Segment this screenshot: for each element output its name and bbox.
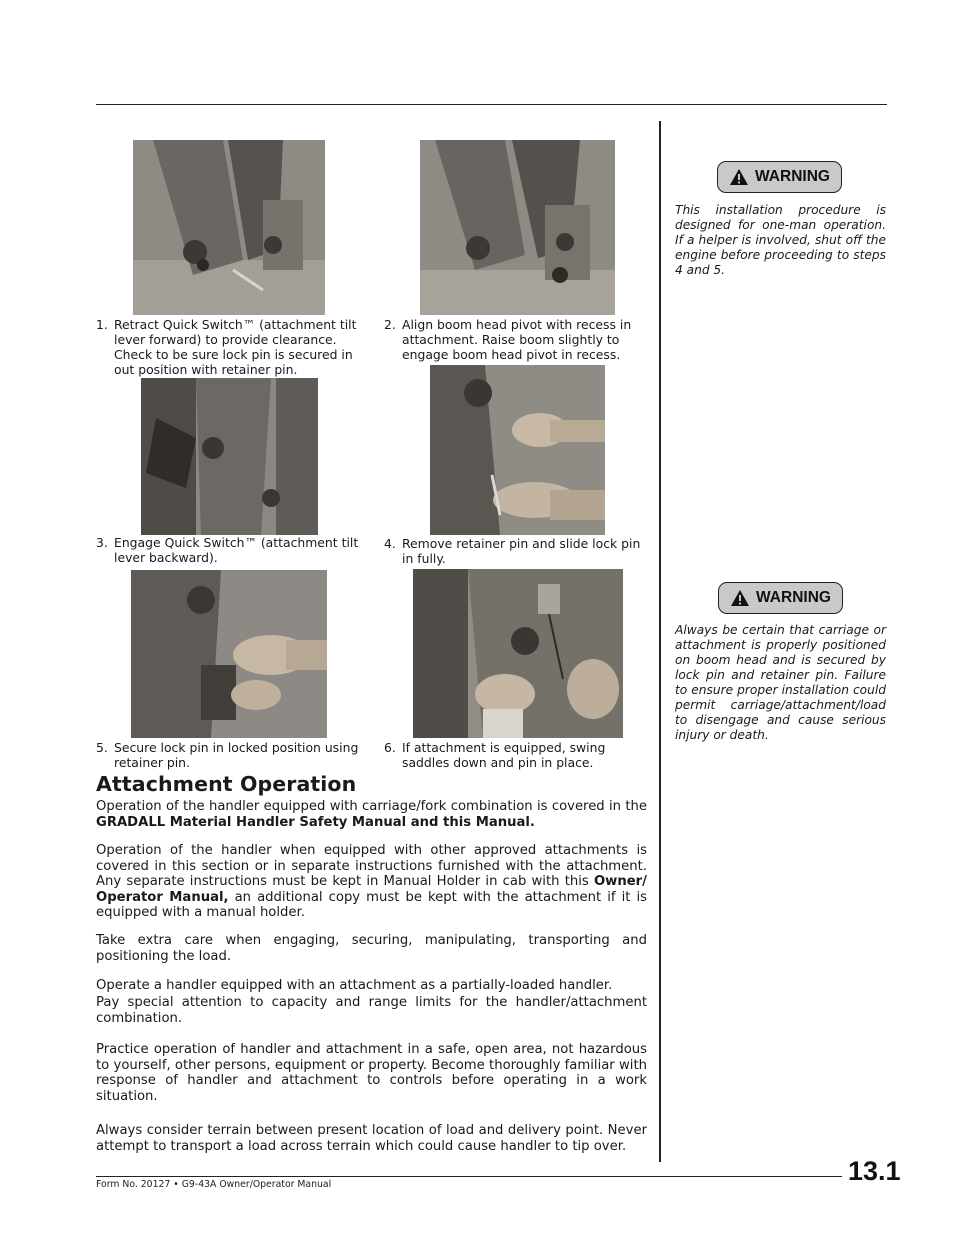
paragraph-5: Practice operation of handler and attachment in a safe, open area, not hazardous to yourself, other persons, equipment or property. Become thoroughly familiar with response of handler and attachment to controls before operating in a work situation. <box>96 1042 647 1104</box>
paragraph-text: an additional copy must be kept with the attachment if it is equipped with a manual holder. <box>96 889 647 920</box>
page-number: 13.1 <box>848 1156 901 1186</box>
warning-text: This installation procedure is designed for one-man operation. If a helper is involved, shut off the engine before proceeding to steps 4 and 5. <box>675 203 886 277</box>
step-6-photo <box>413 569 623 738</box>
step-6-caption <box>384 740 644 770</box>
step-number: 1. <box>96 317 108 332</box>
step-number: 4. <box>384 536 396 551</box>
footer-rule <box>96 1176 842 1177</box>
paragraph-6: Always consider terrain between present location of load and delivery point. Never attempt to transport a load across terrain which could cause handler to tip over. <box>96 1123 647 1154</box>
step-2-caption <box>384 317 644 362</box>
paragraph-text: Operation of the handler when equipped with other approved attachments is covered in this section or in separate instructions furnished with the attachment. Any separate instructions must be kept in Manual Holder in cab with this <box>96 843 647 889</box>
warning-text: Always be certain that carriage or attachment is properly positioned on boom head and is secured by lock pin and retainer pin. Failure to ensure proper installation could permit carriage/attachment/load to disengage and cause serious injury or death. <box>675 623 886 742</box>
warning-triangle-icon <box>730 589 750 607</box>
paragraph-bold-text: Owner/ Operator Manual, <box>96 874 647 905</box>
step-text: If attachment is equipped, swing saddles down and pin in place. <box>402 740 606 770</box>
step-text: Secure lock pin in locked position using retainer pin. <box>114 740 359 770</box>
step-number: 5. <box>96 740 108 755</box>
step-number: 6. <box>384 740 396 755</box>
warning-badge <box>718 582 843 614</box>
paragraph-bold-text: GRADALL Material Handler Safety Manual and this Manual. <box>96 814 535 830</box>
column-divider <box>659 121 661 1162</box>
paragraph-3: Take extra care when engaging, securing, manipulating, transporting and positioning the load. <box>96 933 647 964</box>
section-title: Attachment Operation <box>96 772 357 796</box>
step-text: Align boom head pivot with recess in attachment. Raise boom slightly to engage boom head pivot in recess. <box>402 317 632 362</box>
step-2-photo <box>420 140 615 315</box>
paragraph-text: Operation of the handler equipped with carriage/fork combination is covered in the <box>96 799 647 814</box>
paragraph-1 <box>96 799 647 830</box>
paragraph-2 <box>96 843 647 921</box>
step-3-caption <box>96 535 364 565</box>
step-text: Retract Quick Switch™ (attachment tilt lever forward) to provide clearance. Check to be sure lock pin is secured in out position with retainer pin. <box>114 317 357 377</box>
header-rule <box>96 104 887 105</box>
step-5-caption <box>96 740 364 770</box>
step-text: Remove retainer pin and slide lock pin in fully. <box>402 536 641 566</box>
step-4-caption <box>384 536 644 566</box>
step-1-caption <box>96 317 364 377</box>
step-3-photo <box>141 378 318 535</box>
step-text: Engage Quick Switch™ (attachment tilt lever backward). <box>114 535 359 565</box>
step-4-photo <box>430 365 605 535</box>
paragraph-4a: Operate a handler equipped with an attachment as a partially-loaded handler. <box>96 978 613 993</box>
step-5-photo <box>131 570 327 738</box>
warning-label: WARNING <box>756 589 831 606</box>
step-number: 3. <box>96 535 108 550</box>
warning-triangle-icon <box>729 168 749 186</box>
paragraph-4b: Pay special attention to capacity and range limits for the handler/attachment combination. <box>96 995 647 1026</box>
step-number: 2. <box>384 317 396 332</box>
footer-form-number: Form No. 20127 • G9-43A Owner/Operator Manual <box>96 1179 332 1190</box>
warning-badge <box>717 161 842 193</box>
warning-label: WARNING <box>755 168 830 185</box>
step-1-photo <box>133 140 325 315</box>
